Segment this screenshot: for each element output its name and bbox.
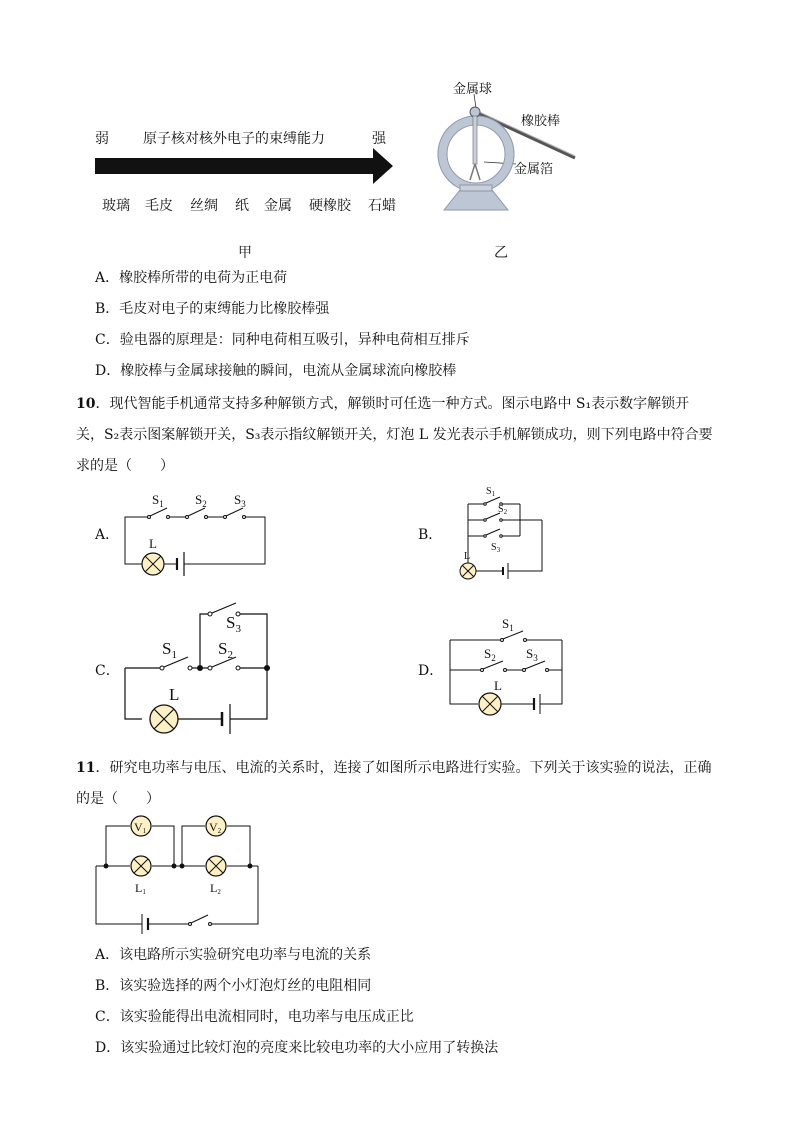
caption-yi: 乙: [494, 245, 508, 261]
material-paper: 纸: [235, 198, 249, 214]
q11-number: 11: [76, 760, 96, 776]
strong-label: 强: [372, 131, 386, 147]
q10d-s2-label: $S_2$: [484, 646, 496, 663]
material-silk: 丝绸: [190, 198, 218, 214]
q10a-lamp-label: L: [149, 536, 157, 551]
q10d-s3-label: $S_3$: [526, 646, 538, 663]
q10b-lamp-label: L: [464, 551, 471, 562]
q9-option-a[interactable]: A．橡胶棒所带的电荷为正电荷: [95, 270, 288, 286]
q10d-lamp-label: L: [494, 678, 502, 693]
caption-jia: 甲: [238, 245, 252, 261]
metal-foil-label: 金属箔: [514, 162, 554, 177]
q10-text-1: ．现代智能手机通常支持多种解锁方式，解锁时可任选一种方式。图示电路中 S₁表示数字解锁开: [95, 396, 690, 412]
q10c-s1-label: $S_1$: [162, 639, 177, 661]
q10d-s1-label: $S_1$: [502, 616, 514, 633]
q11-option-a[interactable]: A．该电路所示实验研究电功率与电流的关系: [95, 947, 372, 963]
q11-circuit: [92, 814, 272, 929]
q11-text-1: ．研究电功率与电压、电流的关系时，连接了如图所示电路进行实验。下列关于该实验的说法，正确: [95, 760, 712, 776]
q10-stem-line2: 关，S₂表示图案解锁开关，S₃表示指纹解锁开关，灯泡 L 发光表示手机解锁成功，则下列电路中符合要: [76, 427, 713, 443]
q11-option-b[interactable]: B．该实验选择的两个小灯泡灯丝的电阻相同: [95, 978, 372, 994]
q11-l1-label: L1: [135, 881, 146, 896]
q9-option-d[interactable]: D．橡胶棒与金属球接触的瞬间，电流从金属球流向橡胶棒: [95, 363, 457, 379]
q10-number: 10: [76, 396, 96, 412]
q10a-s1-label: $S_1$: [152, 492, 164, 509]
q11-v1-label: V1: [134, 820, 147, 835]
material-paraffin: 石蜡: [368, 198, 396, 214]
rubber-rod-label: 橡胶棒: [521, 114, 561, 129]
direction-arrow: [95, 148, 395, 188]
q10-option-d-letter[interactable]: D．: [418, 663, 444, 679]
q11-option-c[interactable]: C．该实验能得出电流相同时，电功率与电压成正比: [95, 1009, 414, 1025]
material-hard-rubber: 硬橡胶: [309, 198, 351, 214]
weak-label: 弱: [95, 131, 109, 147]
q11-option-d[interactable]: D．该实验通过比较灯泡的亮度来比较电功率的大小应用了转换法: [95, 1040, 499, 1056]
electroscope-drawing: [430, 92, 580, 217]
q10-stem-line1: [76, 394, 689, 414]
q11-stem-line2: 的是（ ）: [76, 791, 160, 807]
metal-ball-label: 金属球: [453, 82, 493, 97]
q10-circuit-a: [120, 488, 280, 578]
q10-option-b-letter[interactable]: B．: [418, 527, 443, 543]
q10c-lamp-label: L: [169, 685, 180, 704]
q10-circuit-c: [120, 600, 280, 725]
q10-circuit-b: [440, 482, 560, 582]
q11-l2-label: L2: [210, 881, 221, 896]
q10-option-c-letter[interactable]: C．: [95, 663, 120, 679]
q10a-s3-label: $S_3$: [234, 492, 246, 509]
q9-option-b[interactable]: B．毛皮对电子的束缚能力比橡胶棒强: [95, 301, 330, 317]
q10b-s2-label: $S_2$: [498, 504, 508, 516]
q10a-s2-label: $S_2$: [195, 492, 207, 509]
q10b-s1-label: $S_1$: [486, 486, 496, 498]
material-metal: 金属: [264, 198, 292, 214]
q10-stem-line3: 求的是（ ）: [76, 458, 174, 474]
q9-option-c[interactable]: C．验电器的原理是：同种电荷相互吸引，异种电荷相互排斥: [95, 332, 470, 348]
q10-circuit-d: [440, 612, 580, 722]
q10c-s2-label: $S_2$: [218, 639, 233, 661]
material-glass: 玻璃: [102, 198, 130, 214]
q11-stem-line1: [76, 758, 711, 778]
binding-ability-label: 原子核对核外电子的束缚能力: [143, 131, 325, 147]
q10b-s3-label: $S_3$: [491, 542, 501, 554]
material-fur: 毛皮: [145, 198, 173, 214]
q10c-s3-label: $S_3$: [226, 613, 241, 635]
q11-v2-label: V2: [209, 820, 222, 835]
q10-option-a-letter[interactable]: A．: [95, 527, 120, 543]
